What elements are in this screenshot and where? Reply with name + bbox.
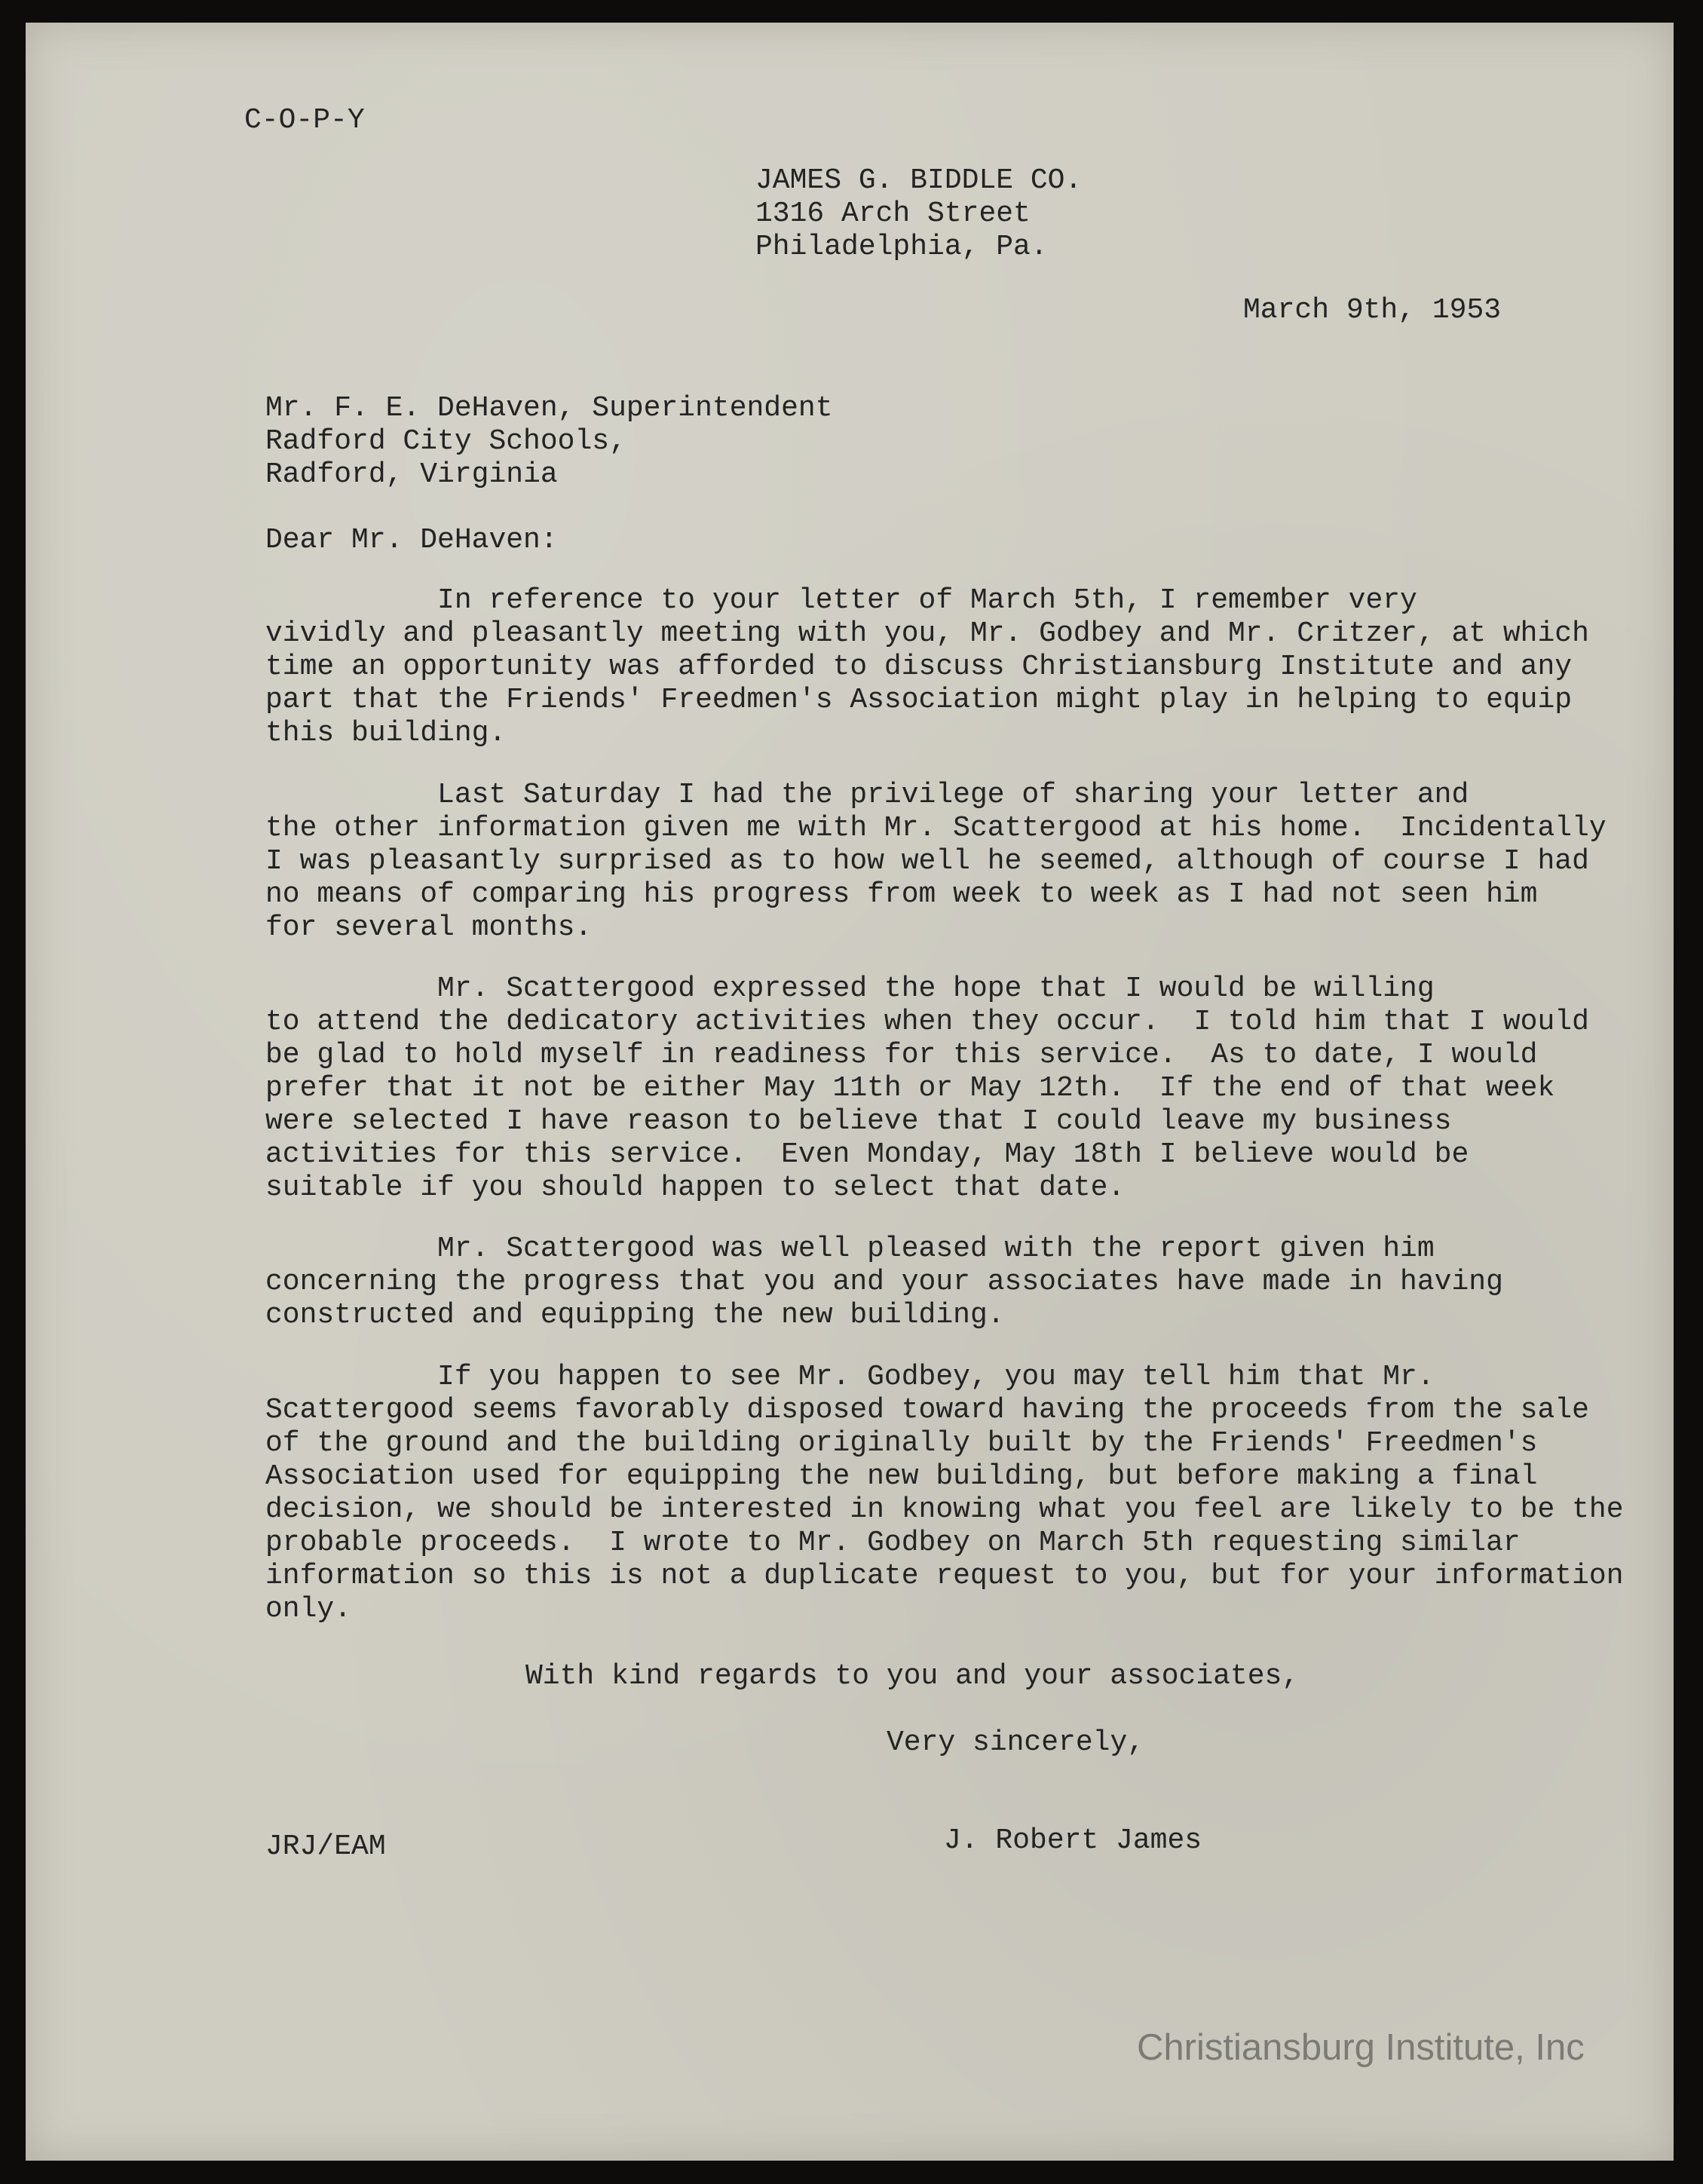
paragraph-line: Mr. Scattergood expressed the hope that I would be willing [265,973,1435,1005]
paragraph-line: I was pleasantly surprised as to how well he seemed, although of course I had [265,845,1589,878]
closing-line: With kind regards to you and your associates, [525,1660,1300,1692]
letterhead-street: 1316 Arch Street [755,198,1031,230]
paragraph-line: were selected I have reason to believe that I could leave my business [265,1105,1452,1138]
paragraph-line: to attend the dedicatory activities when they occur. I told him that I would [265,1006,1589,1038]
body-paragraph [265,1233,1503,1332]
paragraph-line: time an opportunity was afforded to discuss Christiansburg Institute and any [265,651,1573,683]
paragraph-line: prefer that it not be either May 11th or May 12th. If the end of that week [265,1072,1555,1104]
body-paragraph [265,584,1589,750]
body-paragraph [265,1361,1624,1626]
recipient-line: Radford, Virginia [265,458,558,491]
salutation: Dear Mr. DeHaven: [265,524,558,556]
paragraph-line: constructed and equipping the new building. [265,1299,1005,1331]
paragraph-line: decision, we should be interested in knowing what you feel are likely to be the [265,1493,1624,1526]
valediction: Very sincerely, [887,1726,1145,1759]
paragraph-line: Association used for equipping the new building, but before making a final [265,1460,1538,1493]
paragraph-line: of the ground and the building originally built by the Friends' Freedmen's [265,1427,1538,1460]
paragraph-line: In reference to your letter of March 5th, I remember very [265,584,1417,617]
paragraph-line: for several months. [265,911,593,944]
signer-name: J. Robert James [944,1824,1202,1857]
paragraph-line: part that the Friends' Freedmen's Association might play in helping to equip [265,684,1573,716]
paragraph-line: suitable if you should happen to select that date. [265,1172,1126,1204]
paragraph-line: concerning the progress that you and your associates have made in having [265,1266,1503,1298]
letterhead-city: Philadelphia, Pa. [755,231,1048,263]
watermark-text: Christiansburg Institute, Inc [1137,2027,1585,2068]
paragraph-line: this building. [265,717,507,749]
body-paragraph [265,779,1607,945]
paragraph-line: activities for this service. Even Monday, May 18th I believe would be [265,1138,1469,1171]
paragraph-line: If you happen to see Mr. Godbey, you may tell him that Mr. [265,1361,1435,1393]
letterhead [755,164,1082,264]
paragraph-line: information so this is not a duplicate request to you, but for your information [265,1560,1624,1592]
copy-mark: C-O-P-Y [244,104,365,136]
paragraph-line: be glad to hold myself in readiness for this service. As to date, I would [265,1039,1538,1071]
recipient-address [265,392,833,492]
typist-initials: JRJ/EAM [265,1830,386,1863]
letterhead-company: JAMES G. BIDDLE CO. [755,164,1083,197]
letter-date: March 9th, 1953 [1243,294,1502,326]
paragraph-line: no means of comparing his progress from week to week as I had not seen him [265,878,1538,911]
paragraph-line: vividly and pleasantly meeting with you, Mr. Godbey and Mr. Critzer, at which [265,617,1589,650]
paragraph-line: only. [265,1593,352,1625]
body-paragraph [265,973,1589,1205]
paragraph-line: Mr. Scattergood was well pleased with the report given him [265,1233,1435,1265]
letter-page [26,23,1674,2161]
paragraph-line: Last Saturday I had the privilege of sharing your letter and [265,779,1469,811]
paragraph-line: the other information given me with Mr. Scattergood at his home. Incidentally [265,812,1607,844]
recipient-line: Radford City Schools, [265,425,626,458]
paragraph-line: probable proceeds. I wrote to Mr. Godbey on March 5th requesting similar [265,1527,1521,1559]
recipient-line: Mr. F. E. DeHaven, Superintendent [265,392,833,424]
paragraph-line: Scattergood seems favorably disposed toward having the proceeds from the sale [265,1394,1589,1426]
